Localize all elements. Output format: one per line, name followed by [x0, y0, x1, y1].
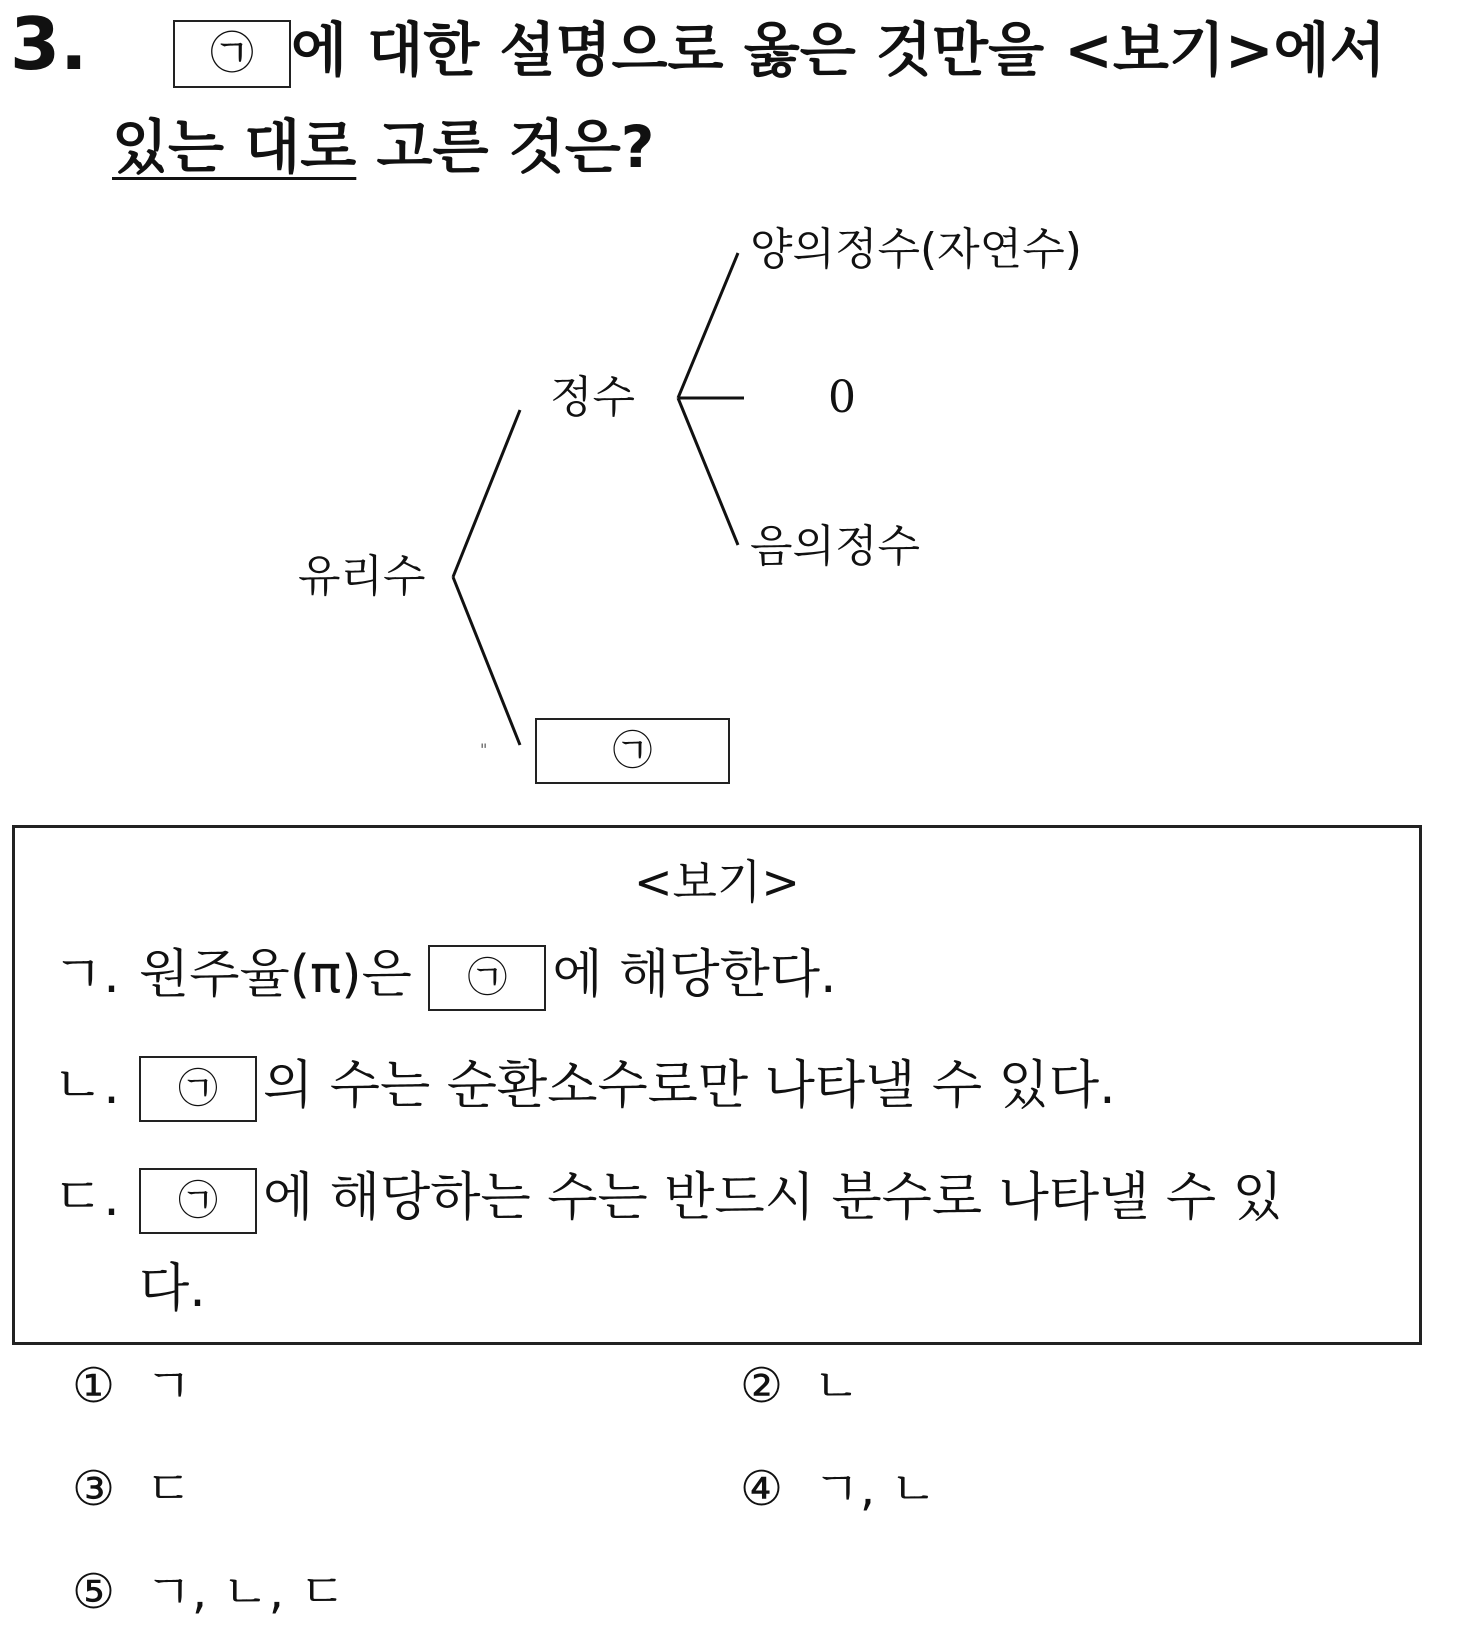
bogi-item: [53, 1168, 1283, 1234]
choice-number: ④: [740, 1461, 784, 1517]
question-text-line-2: 고른 것은?: [356, 113, 655, 181]
branch-line-integer-to-positive: [678, 253, 738, 398]
choice-text: ㄷ: [145, 1461, 192, 1517]
bogi-item-symbol-box: ㉠: [139, 1056, 257, 1122]
choice-number: ⑤: [72, 1564, 116, 1620]
blank-box-symbol: ㉠: [173, 20, 291, 88]
question-number: 3.: [10, 2, 88, 86]
bogi-item-symbol-box: ㉠: [428, 945, 546, 1011]
choice-4[interactable]: [740, 1461, 937, 1517]
bogi-item-text: 에 해당한다.: [552, 945, 837, 1005]
choice-text: ㄱ, ㄴ, ㄷ: [145, 1564, 346, 1620]
bogi-item-symbol-box: ㉠: [139, 1168, 257, 1234]
choice-text: ㄴ: [813, 1358, 860, 1414]
branch-line-root-to-box: [453, 577, 520, 745]
bogi-item: [53, 945, 837, 1011]
bogi-item-continuation: 다.: [139, 1259, 206, 1319]
tree-node-negative-integer: 음의정수: [750, 521, 921, 572]
bogi-item: [53, 1056, 1116, 1122]
underlined-phrase: 있는 대로: [112, 113, 357, 181]
choice-3[interactable]: [72, 1461, 192, 1517]
bogi-item-text: 의 수는 순환소수로만 나타낼 수 있다.: [263, 1056, 1116, 1116]
branch-line-root-to-integer: [453, 410, 520, 577]
stray-mark: ": [480, 740, 488, 759]
choice-1[interactable]: [72, 1358, 192, 1414]
branch-line-integer-to-negative: [678, 398, 738, 545]
choice-2[interactable]: [740, 1358, 860, 1414]
choice-number: ②: [740, 1358, 784, 1414]
tree-node-integer: 정수: [550, 372, 636, 423]
bogi-item-text: 에 해당하는 수는 반드시 분수로 나타낼 수 있: [263, 1168, 1283, 1228]
choice-text: ㄱ: [145, 1358, 192, 1414]
choice-5[interactable]: [72, 1564, 346, 1620]
choice-number: ①: [72, 1358, 116, 1414]
choice-number: ③: [72, 1461, 116, 1517]
tree-node-zero: 0: [828, 372, 856, 423]
bogi-item-marker: ㄴ.: [53, 1056, 120, 1116]
tree-node-blank-box: ㉠: [535, 718, 730, 784]
classification-tree-lines: [0, 0, 1479, 800]
bogi-title: <보기>: [634, 855, 800, 909]
bogi-item-marker: ㄱ.: [53, 945, 120, 1005]
tree-node-positive-integer: 양의정수(자연수): [750, 224, 1082, 275]
bogi-box: [12, 825, 1422, 1345]
choice-text: ㄱ, ㄴ: [813, 1461, 937, 1517]
question-text-line-1: 에 대한 설명으로 옳은 것만을 <보기>에서: [291, 16, 1386, 85]
bogi-item-pre: 원주율(π)은: [139, 945, 429, 1005]
bogi-item-marker: ㄷ.: [53, 1168, 120, 1228]
tree-node-rational: 유리수: [298, 551, 426, 602]
